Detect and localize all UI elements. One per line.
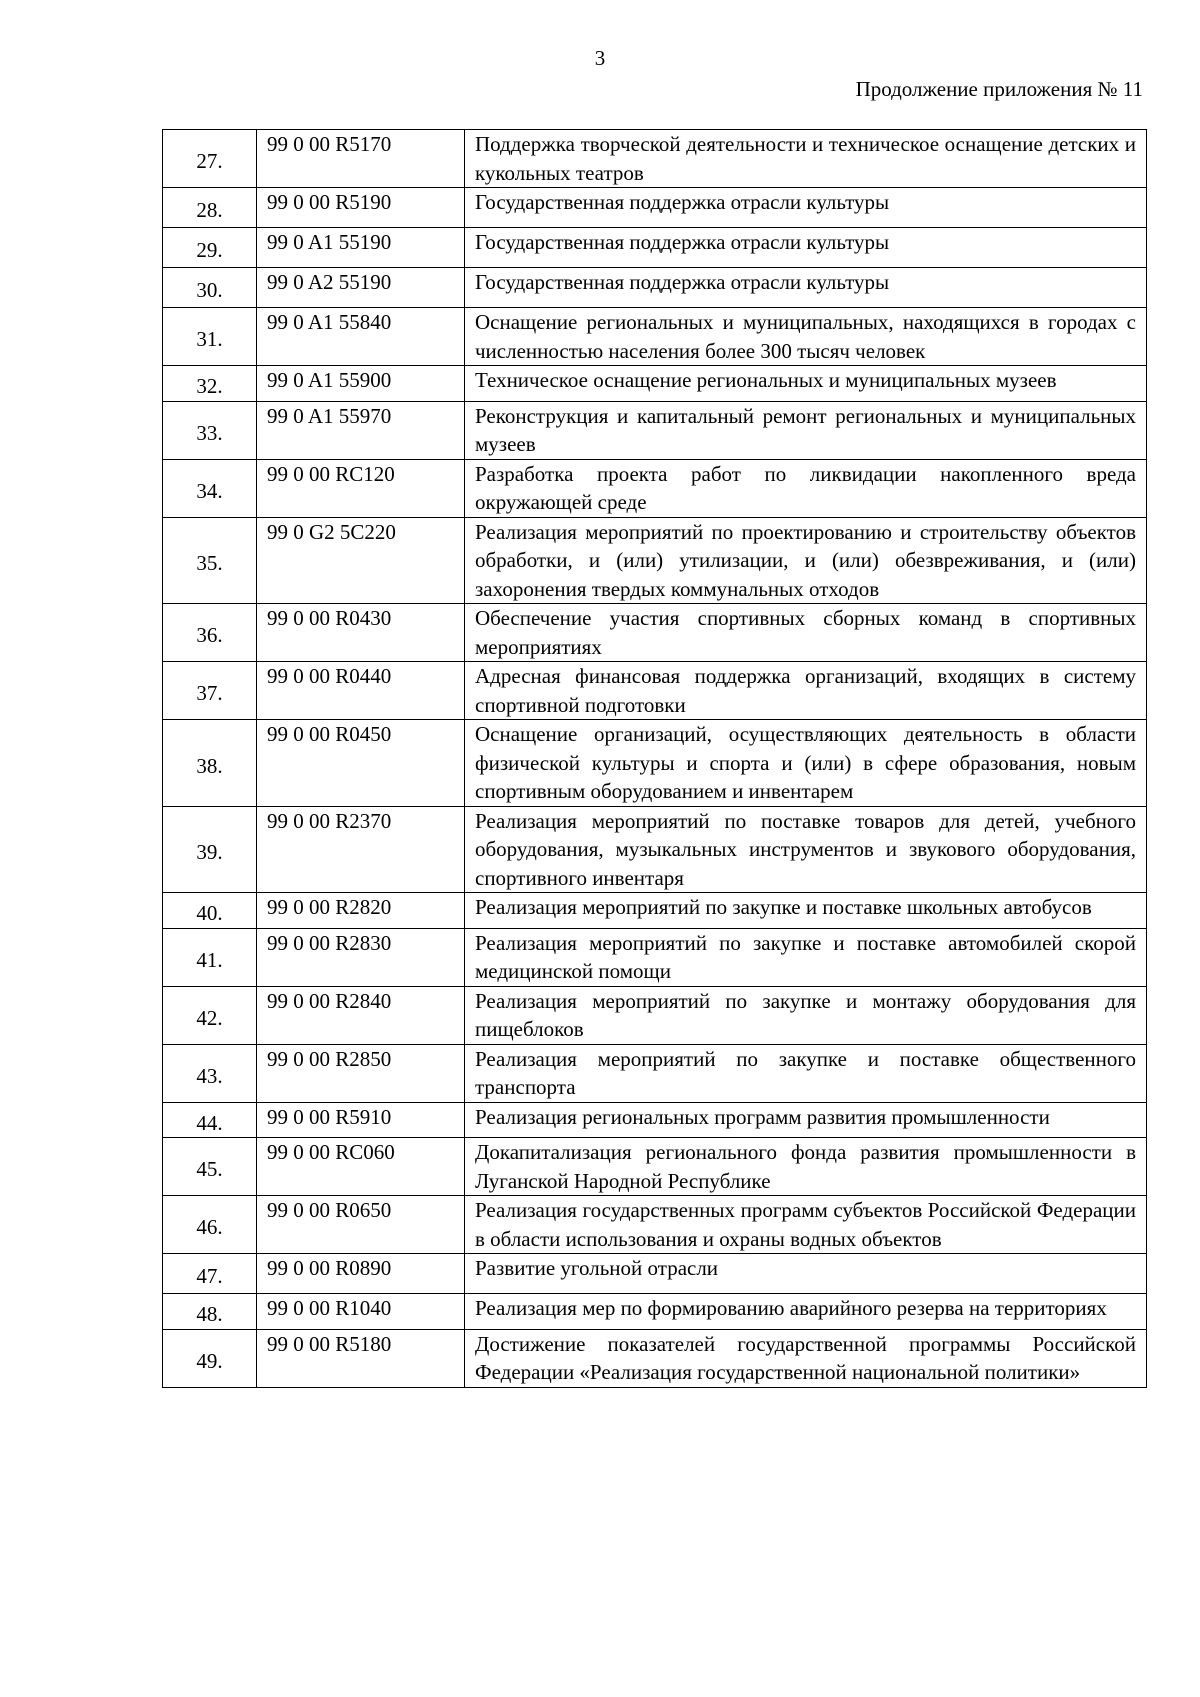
table-row bbox=[163, 1138, 1147, 1196]
row-code: 99 0 00 RC060 bbox=[257, 1138, 465, 1196]
row-description: Реализация мероприятий по поставке товаров для детей, учебного оборудования, музыкальных инструментов и звукового оборудования, спортивного инвентаря bbox=[465, 806, 1147, 893]
row-description: Адресная финансовая поддержка организаций, входящих в систему спортивной подготовки bbox=[465, 662, 1147, 720]
row-number: 34. bbox=[163, 459, 257, 517]
row-description: Реализация региональных программ развития промышленности bbox=[465, 1102, 1147, 1138]
row-code: 99 0 00 R2370 bbox=[257, 806, 465, 893]
row-number: 49. bbox=[163, 1329, 257, 1387]
row-description: Реализация мероприятий по закупке и поставке автомобилей скорой медицинской помощи bbox=[465, 928, 1147, 986]
table-row bbox=[163, 1102, 1147, 1138]
row-code: 99 0 A1 55840 bbox=[257, 308, 465, 366]
row-code: 99 0 A2 55190 bbox=[257, 268, 465, 308]
table-row bbox=[163, 308, 1147, 366]
row-description: Государственная поддержка отрасли культуры bbox=[465, 228, 1147, 268]
row-number: 35. bbox=[163, 517, 257, 604]
page-number: 3 bbox=[594, 46, 606, 70]
row-code: 99 0 00 R2820 bbox=[257, 893, 465, 929]
table-row bbox=[163, 1254, 1147, 1294]
row-number: 37. bbox=[163, 662, 257, 720]
row-description: Государственная поддержка отрасли культуры bbox=[465, 268, 1147, 308]
row-code: 99 0 00 R2840 bbox=[257, 986, 465, 1044]
row-code: 99 0 00 R0440 bbox=[257, 662, 465, 720]
row-number: 27. bbox=[163, 130, 257, 188]
table-row bbox=[163, 517, 1147, 604]
row-number: 47. bbox=[163, 1254, 257, 1294]
row-number: 38. bbox=[163, 720, 257, 807]
row-description: Достижение показателей государственной программы Российской Федерации «Реализация государственной национальной политики» bbox=[465, 1329, 1147, 1387]
row-description: Реализация мер по формированию аварийного резерва на территориях bbox=[465, 1294, 1147, 1330]
row-number: 45. bbox=[163, 1138, 257, 1196]
row-number: 39. bbox=[163, 806, 257, 893]
table-row bbox=[163, 401, 1147, 459]
row-number: 36. bbox=[163, 604, 257, 662]
row-number: 28. bbox=[163, 188, 257, 228]
row-description: Оснащение организаций, осуществляющих деятельность в области физической культуры и спорта и (или) в сфере образования, новым спортивным оборудованием и инвентарем bbox=[465, 720, 1147, 807]
row-code: 99 0 A1 55900 bbox=[257, 366, 465, 402]
table-row bbox=[163, 604, 1147, 662]
row-description: Реконструкция и капитальный ремонт региональных и муниципальных музеев bbox=[465, 401, 1147, 459]
row-description: Оснащение региональных и муниципальных, находящихся в городах с численностью населения более 300 тысяч человек bbox=[465, 308, 1147, 366]
row-code: 99 0 00 R5910 bbox=[257, 1102, 465, 1138]
row-code: 99 0 00 R0650 bbox=[257, 1196, 465, 1254]
row-number: 41. bbox=[163, 928, 257, 986]
row-code: 99 0 00 R1040 bbox=[257, 1294, 465, 1330]
table-row bbox=[163, 459, 1147, 517]
row-description: Реализация мероприятий по проектированию и строительству объектов обработки, и (или) утилизации, и (или) обезвреживания, и (или) захоронения твердых коммунальных отходов bbox=[465, 517, 1147, 604]
row-number: 29. bbox=[163, 228, 257, 268]
row-code: 99 0 00 R2850 bbox=[257, 1044, 465, 1102]
row-code: 99 0 00 R0450 bbox=[257, 720, 465, 807]
table-row bbox=[163, 806, 1147, 893]
row-description: Реализация мероприятий по закупке и поставке общественного транспорта bbox=[465, 1044, 1147, 1102]
table-row bbox=[163, 130, 1147, 188]
table-row bbox=[163, 986, 1147, 1044]
row-description: Реализация мероприятий по закупке и монтажу оборудования для пищеблоков bbox=[465, 986, 1147, 1044]
row-code: 99 0 00 R0430 bbox=[257, 604, 465, 662]
table-row bbox=[163, 366, 1147, 402]
row-number: 44. bbox=[163, 1102, 257, 1138]
table-row bbox=[163, 928, 1147, 986]
appendix-continuation-title: Продолжение приложения № 11 bbox=[855, 77, 1143, 101]
table-row bbox=[163, 1329, 1147, 1387]
row-number: 48. bbox=[163, 1294, 257, 1330]
row-description: Докапитализация регионального фонда развития промышленности в Луганской Народной Республике bbox=[465, 1138, 1147, 1196]
row-number: 31. bbox=[163, 308, 257, 366]
row-number: 32. bbox=[163, 366, 257, 402]
row-code: 99 0 00 R0890 bbox=[257, 1254, 465, 1294]
table-row bbox=[163, 662, 1147, 720]
table-row bbox=[163, 228, 1147, 268]
row-description: Реализация государственных программ субъектов Российской Федерации в области использования и охраны водных объектов bbox=[465, 1196, 1147, 1254]
row-code: 99 0 00 R5180 bbox=[257, 1329, 465, 1387]
table-row bbox=[163, 720, 1147, 807]
row-number: 33. bbox=[163, 401, 257, 459]
table-row bbox=[163, 268, 1147, 308]
row-code: 99 0 00 R5170 bbox=[257, 130, 465, 188]
row-number: 42. bbox=[163, 986, 257, 1044]
table-row bbox=[163, 1294, 1147, 1330]
row-description: Реализация мероприятий по закупке и поставке школьных автобусов bbox=[465, 893, 1147, 929]
row-code: 99 0 00 R5190 bbox=[257, 188, 465, 228]
row-description: Разработка проекта работ по ликвидации накопленного вреда окружающей среде bbox=[465, 459, 1147, 517]
row-description: Техническое оснащение региональных и муниципальных музеев bbox=[465, 366, 1147, 402]
row-number: 46. bbox=[163, 1196, 257, 1254]
row-description: Поддержка творческой деятельности и техническое оснащение детских и кукольных театров bbox=[465, 130, 1147, 188]
row-code: 99 0 A1 55190 bbox=[257, 228, 465, 268]
row-description: Развитие угольной отрасли bbox=[465, 1254, 1147, 1294]
row-number: 30. bbox=[163, 268, 257, 308]
table-row bbox=[163, 1196, 1147, 1254]
row-description: Обеспечение участия спортивных сборных команд в спортивных мероприятиях bbox=[465, 604, 1147, 662]
table-row bbox=[163, 188, 1147, 228]
row-number: 43. bbox=[163, 1044, 257, 1102]
table-row bbox=[163, 1044, 1147, 1102]
row-description: Государственная поддержка отрасли культуры bbox=[465, 188, 1147, 228]
budget-codes-table bbox=[162, 129, 1147, 1388]
row-code: 99 0 00 R2830 bbox=[257, 928, 465, 986]
row-code: 99 0 00 RC120 bbox=[257, 459, 465, 517]
row-number: 40. bbox=[163, 893, 257, 929]
row-code: 99 0 A1 55970 bbox=[257, 401, 465, 459]
row-code: 99 0 G2 5C220 bbox=[257, 517, 465, 604]
table-row bbox=[163, 893, 1147, 929]
